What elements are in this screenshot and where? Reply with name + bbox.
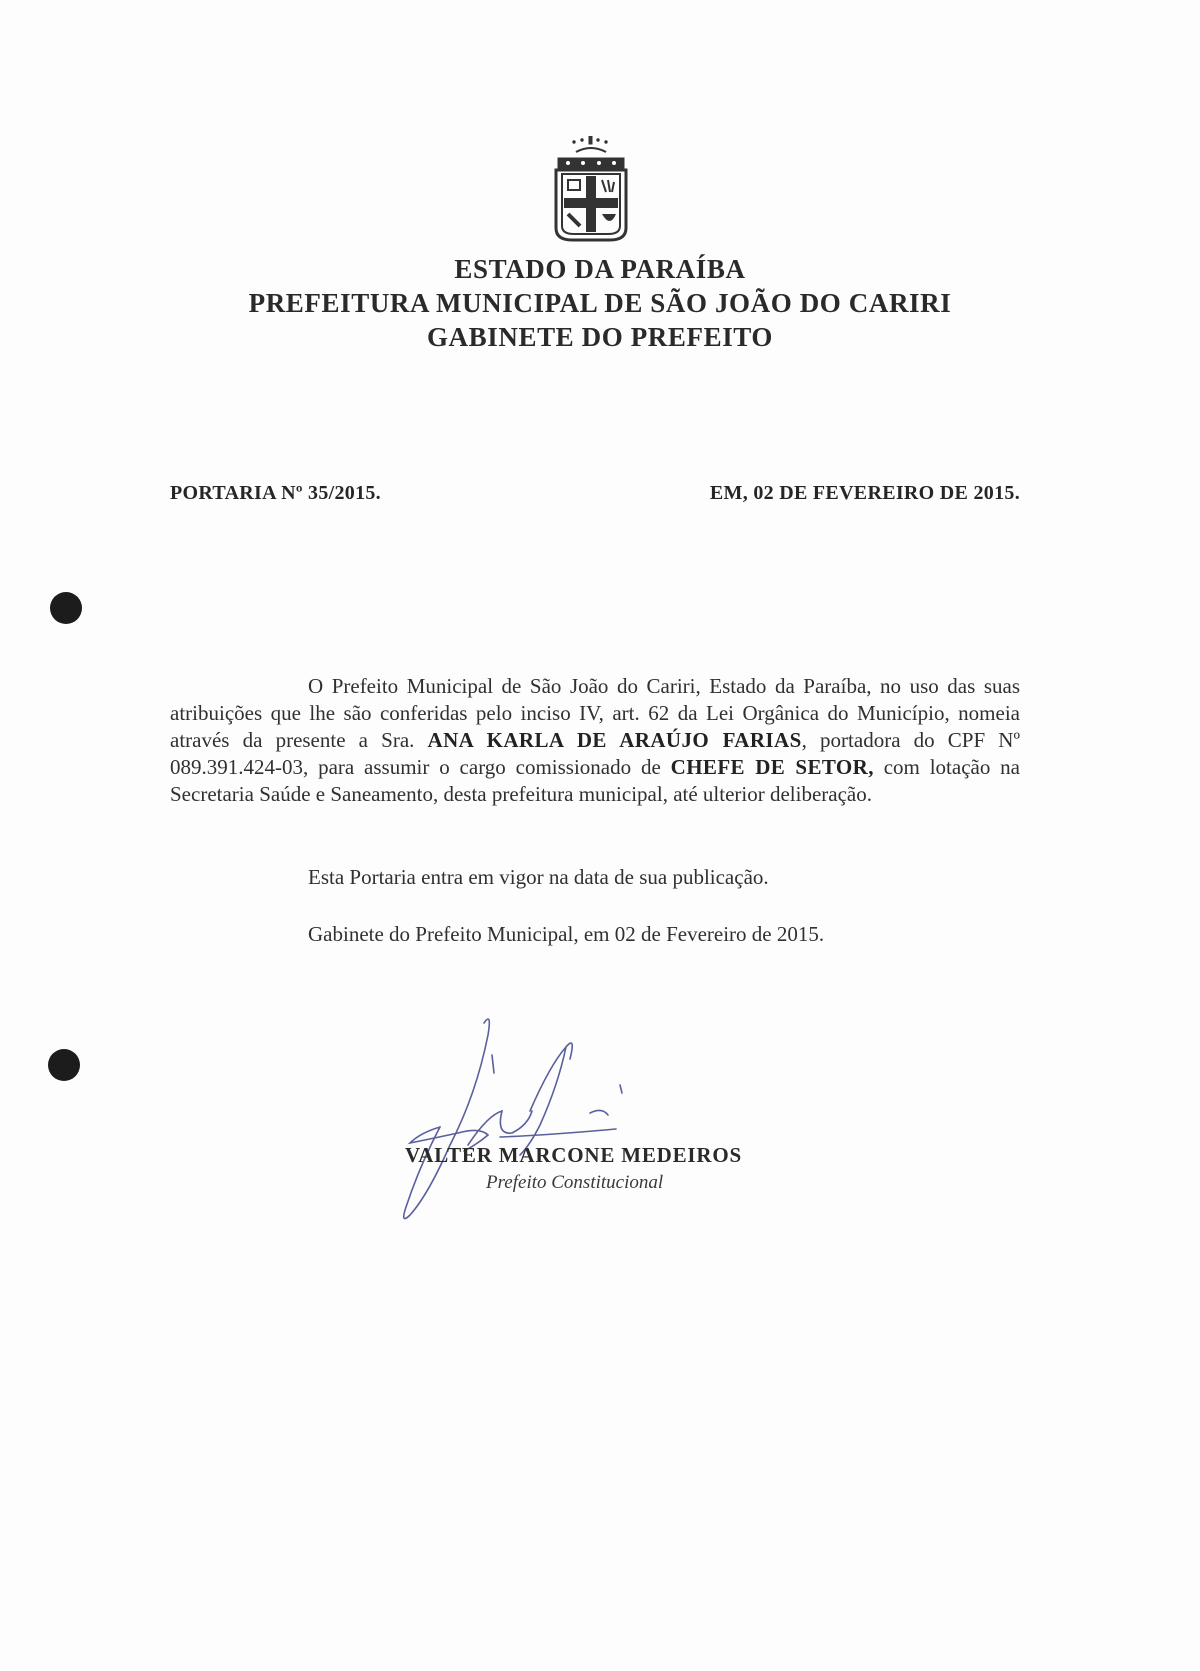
header-office: GABINETE DO PREFEITO	[426, 322, 774, 352]
body-text-part: , portadora do CPF Nº 089.391.424-03, para assumir o cargo comissionado de	[170, 728, 1020, 779]
punch-hole-icon	[48, 1049, 80, 1081]
coat-of-arms-icon	[548, 136, 634, 246]
body-paragraph	[170, 673, 1020, 808]
header-prefecture: PREFEITURA MUNICIPAL DE SÃO JOÃO DO CARIRI	[248, 288, 952, 318]
portaria-number: PORTARIA Nº 35/2015.	[170, 482, 381, 504]
portaria-date: EM, 02 DE FEVEREIRO DE 2015.	[709, 482, 1020, 504]
letterhead	[0, 252, 1200, 354]
body-text-part: O Prefeito Municipal de São João do Cariri, Estado da Paraíba, no uso das suas atribuições que lhe são conferidas pelo inciso IV, art. 62 da Lei Orgânica do Município, nomeia através da presente a Sra.	[170, 674, 1020, 752]
punch-hole-icon	[50, 592, 82, 624]
appointed-role: CHEFE DE SETOR,	[670, 755, 874, 779]
signer-title: Prefeito Constitucional	[486, 1172, 664, 1193]
effective-clause: Esta Portaria entra em vigor na data de sua publicação.	[308, 865, 769, 889]
closing-place-date: Gabinete do Prefeito Municipal, em 02 de Fevereiro de 2015.	[308, 922, 825, 946]
signer-name: VALTER MARCONE MEDEIROS	[405, 1143, 742, 1167]
body-text-part: com lotação na Secretaria Saúde e Saneamento, desta prefeitura municipal, até ulterior deliberação.	[170, 755, 1020, 806]
appointee-name: ANA KARLA DE ARAÚJO FARIAS	[427, 728, 802, 752]
header-state: ESTADO DA PARAÍBA	[454, 254, 746, 284]
